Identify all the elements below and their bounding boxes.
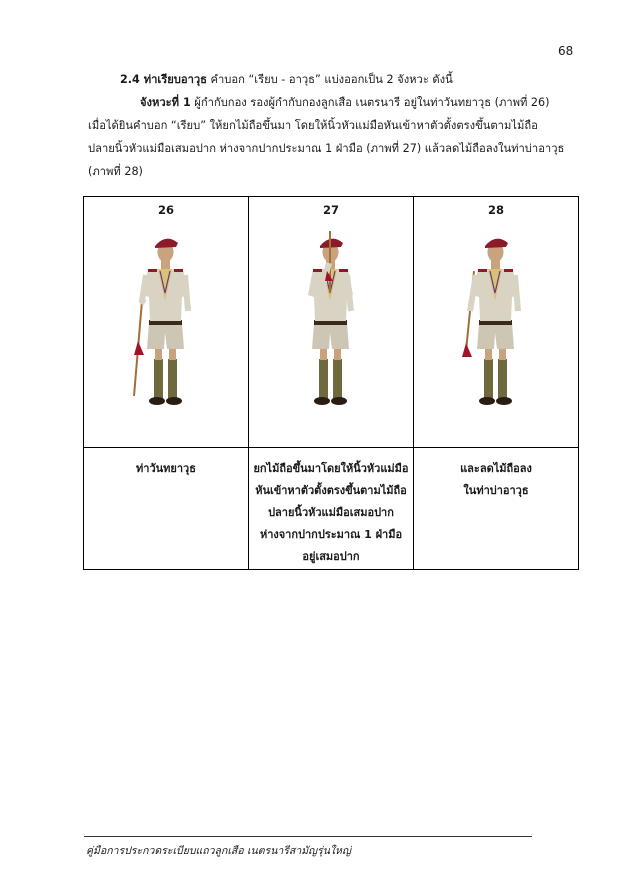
caption-line: ท่าวันทยาวุธ [136, 462, 196, 475]
scout-photo-raise-staff [289, 231, 373, 411]
footer-text: คู่มือการประกวดระเบียบแถวลูกเสือ เนตรนารีสามัญรุ่นใหญ่ [86, 845, 351, 857]
section-heading-rest: คำบอก “เรียบ - อาวุธ” แบ่งออกเป็น 2 จังหวะ ดังนี้ [206, 73, 453, 86]
scout-photo-salute [124, 231, 208, 411]
figure-table [83, 196, 579, 570]
body-line-3: ปลายนิ้วหัวแม่มือเสมอปาก ห่างจากปากประมาณ 1 ฝ่ามือ (ภาพที่ 27) แล้วลดไม้ถือลงในท่าบ่าอาวุธ [88, 142, 565, 155]
section-text [88, 68, 584, 183]
figure-number: 28 [487, 203, 504, 217]
caption-line: หันเข้าหาตัวตั้งตรงขึ้นตามไม้ถือ [255, 484, 407, 497]
step-line [88, 91, 584, 114]
caption-line: ในท่าบ่าอาวุธ [463, 484, 529, 497]
figure-cell-26 [84, 197, 249, 448]
caption-line: ปลายนิ้วหัวแม่มือเสมอปาก [268, 506, 394, 519]
section-heading-line [88, 68, 584, 91]
step-label: จังหวะที่ 1 [140, 96, 191, 109]
section-heading: 2.4 ท่าเรียบอาวุธ [120, 73, 207, 86]
figure-caption [84, 458, 248, 480]
caption-cell-27 [249, 448, 414, 570]
caption-line: อยู่เสมอปาก [302, 550, 360, 563]
scout-photo-shoulder-arms [454, 231, 538, 411]
page-number: 68 [558, 44, 574, 58]
figure-number: 27 [322, 203, 339, 217]
figure-caption [249, 458, 413, 568]
figure-caption [414, 458, 578, 502]
step-text: ผู้กำกับกอง รองผู้กำกับกองลูกเสือ เนตรนารี อยู่ในท่าวันทยาวุธ (ภาพที่ 26) [190, 96, 550, 109]
caption-cell-28 [414, 448, 579, 570]
caption-line: ยกไม้ถือขึ้นมาโดยให้นิ้วหัวแม่มือ [253, 462, 409, 475]
caption-line: ห่างจากปากประมาณ 1 ฝ่ามือ [259, 528, 403, 541]
figure-number: 26 [157, 203, 174, 217]
body-line-2: เมื่อได้ยินคำบอก “เรียบ” ให้ยกไม้ถือขึ้นมา โดยให้นิ้วหัวแม่มือหันเข้าหาตัวตั้งตรงขึ้นตามไม้ถือ [88, 119, 538, 132]
figure-cell-27 [249, 197, 414, 448]
caption-cell-26 [84, 448, 249, 570]
body-line-4: (ภาพที่ 28) [88, 165, 143, 178]
caption-line: และลดไม้ถือลง [460, 462, 532, 475]
footer-divider [84, 836, 532, 837]
figure-cell-28 [414, 197, 579, 448]
